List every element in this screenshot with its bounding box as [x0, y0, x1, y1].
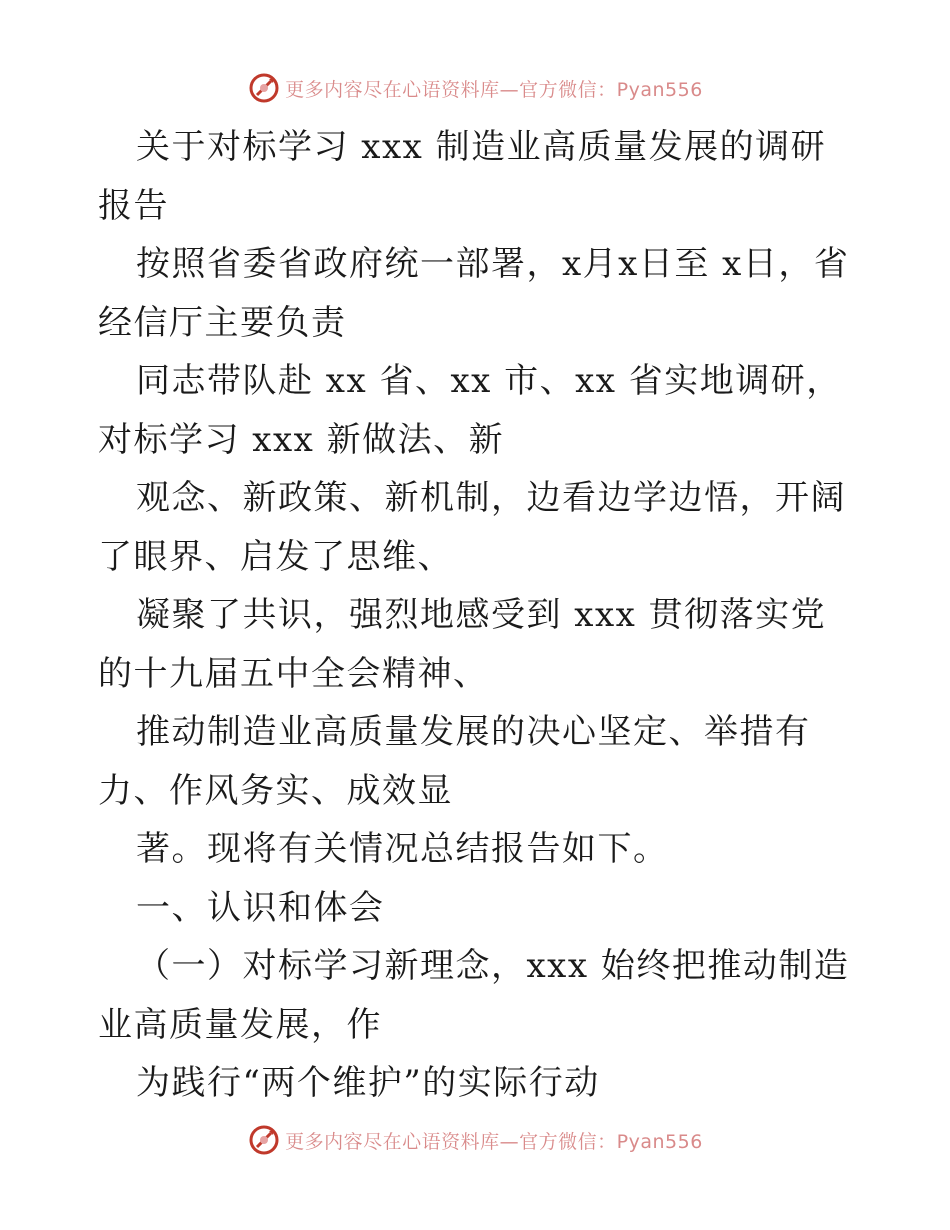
- logo-icon: [247, 1123, 281, 1157]
- watermark-text: 更多内容尽在心语资料库—官方微信：Pyan556: [285, 78, 703, 101]
- section-heading: 一、认识和体会: [136, 887, 385, 928]
- paragraph: 著。现将有关情况总结报告如下。: [136, 829, 669, 869]
- paragraph: 为践行“两个维护”的实际行动: [136, 1063, 600, 1103]
- footer-watermark-banner: [0, 1120, 950, 1160]
- paragraph: 凝聚了共识，强烈地感受到 xxx 贯彻落实党的十九届五中全会精神、: [98, 595, 827, 694]
- watermark-text: 更多内容尽在心语资料库—官方微信：Pyan556: [285, 1130, 703, 1153]
- paragraph: 观念、新政策、新机制，边看边学边悟，开阔了眼界、启发了思维、: [98, 478, 846, 577]
- document-body: [98, 118, 858, 1113]
- paragraph: 同志带队赴 xx 省、xx 市、xx 省实地调研，对标学习 xxx 新做法、新: [98, 361, 842, 460]
- paragraph: 按照省委省政府统一部署，x月x日至 x日，省经信厅主要负责: [98, 244, 850, 343]
- paragraph: 推动制造业高质量发展的决心坚定、举措有力、作风务实、成效显: [98, 712, 811, 811]
- header-watermark-banner: [0, 68, 950, 108]
- logo-icon: [247, 71, 281, 105]
- document-title: 关于对标学习 xxx 制造业高质量发展的调研报告: [98, 127, 827, 226]
- paragraph: （一）对标学习新理念，xxx 始终把推动制造业高质量发展，作: [98, 946, 850, 1045]
